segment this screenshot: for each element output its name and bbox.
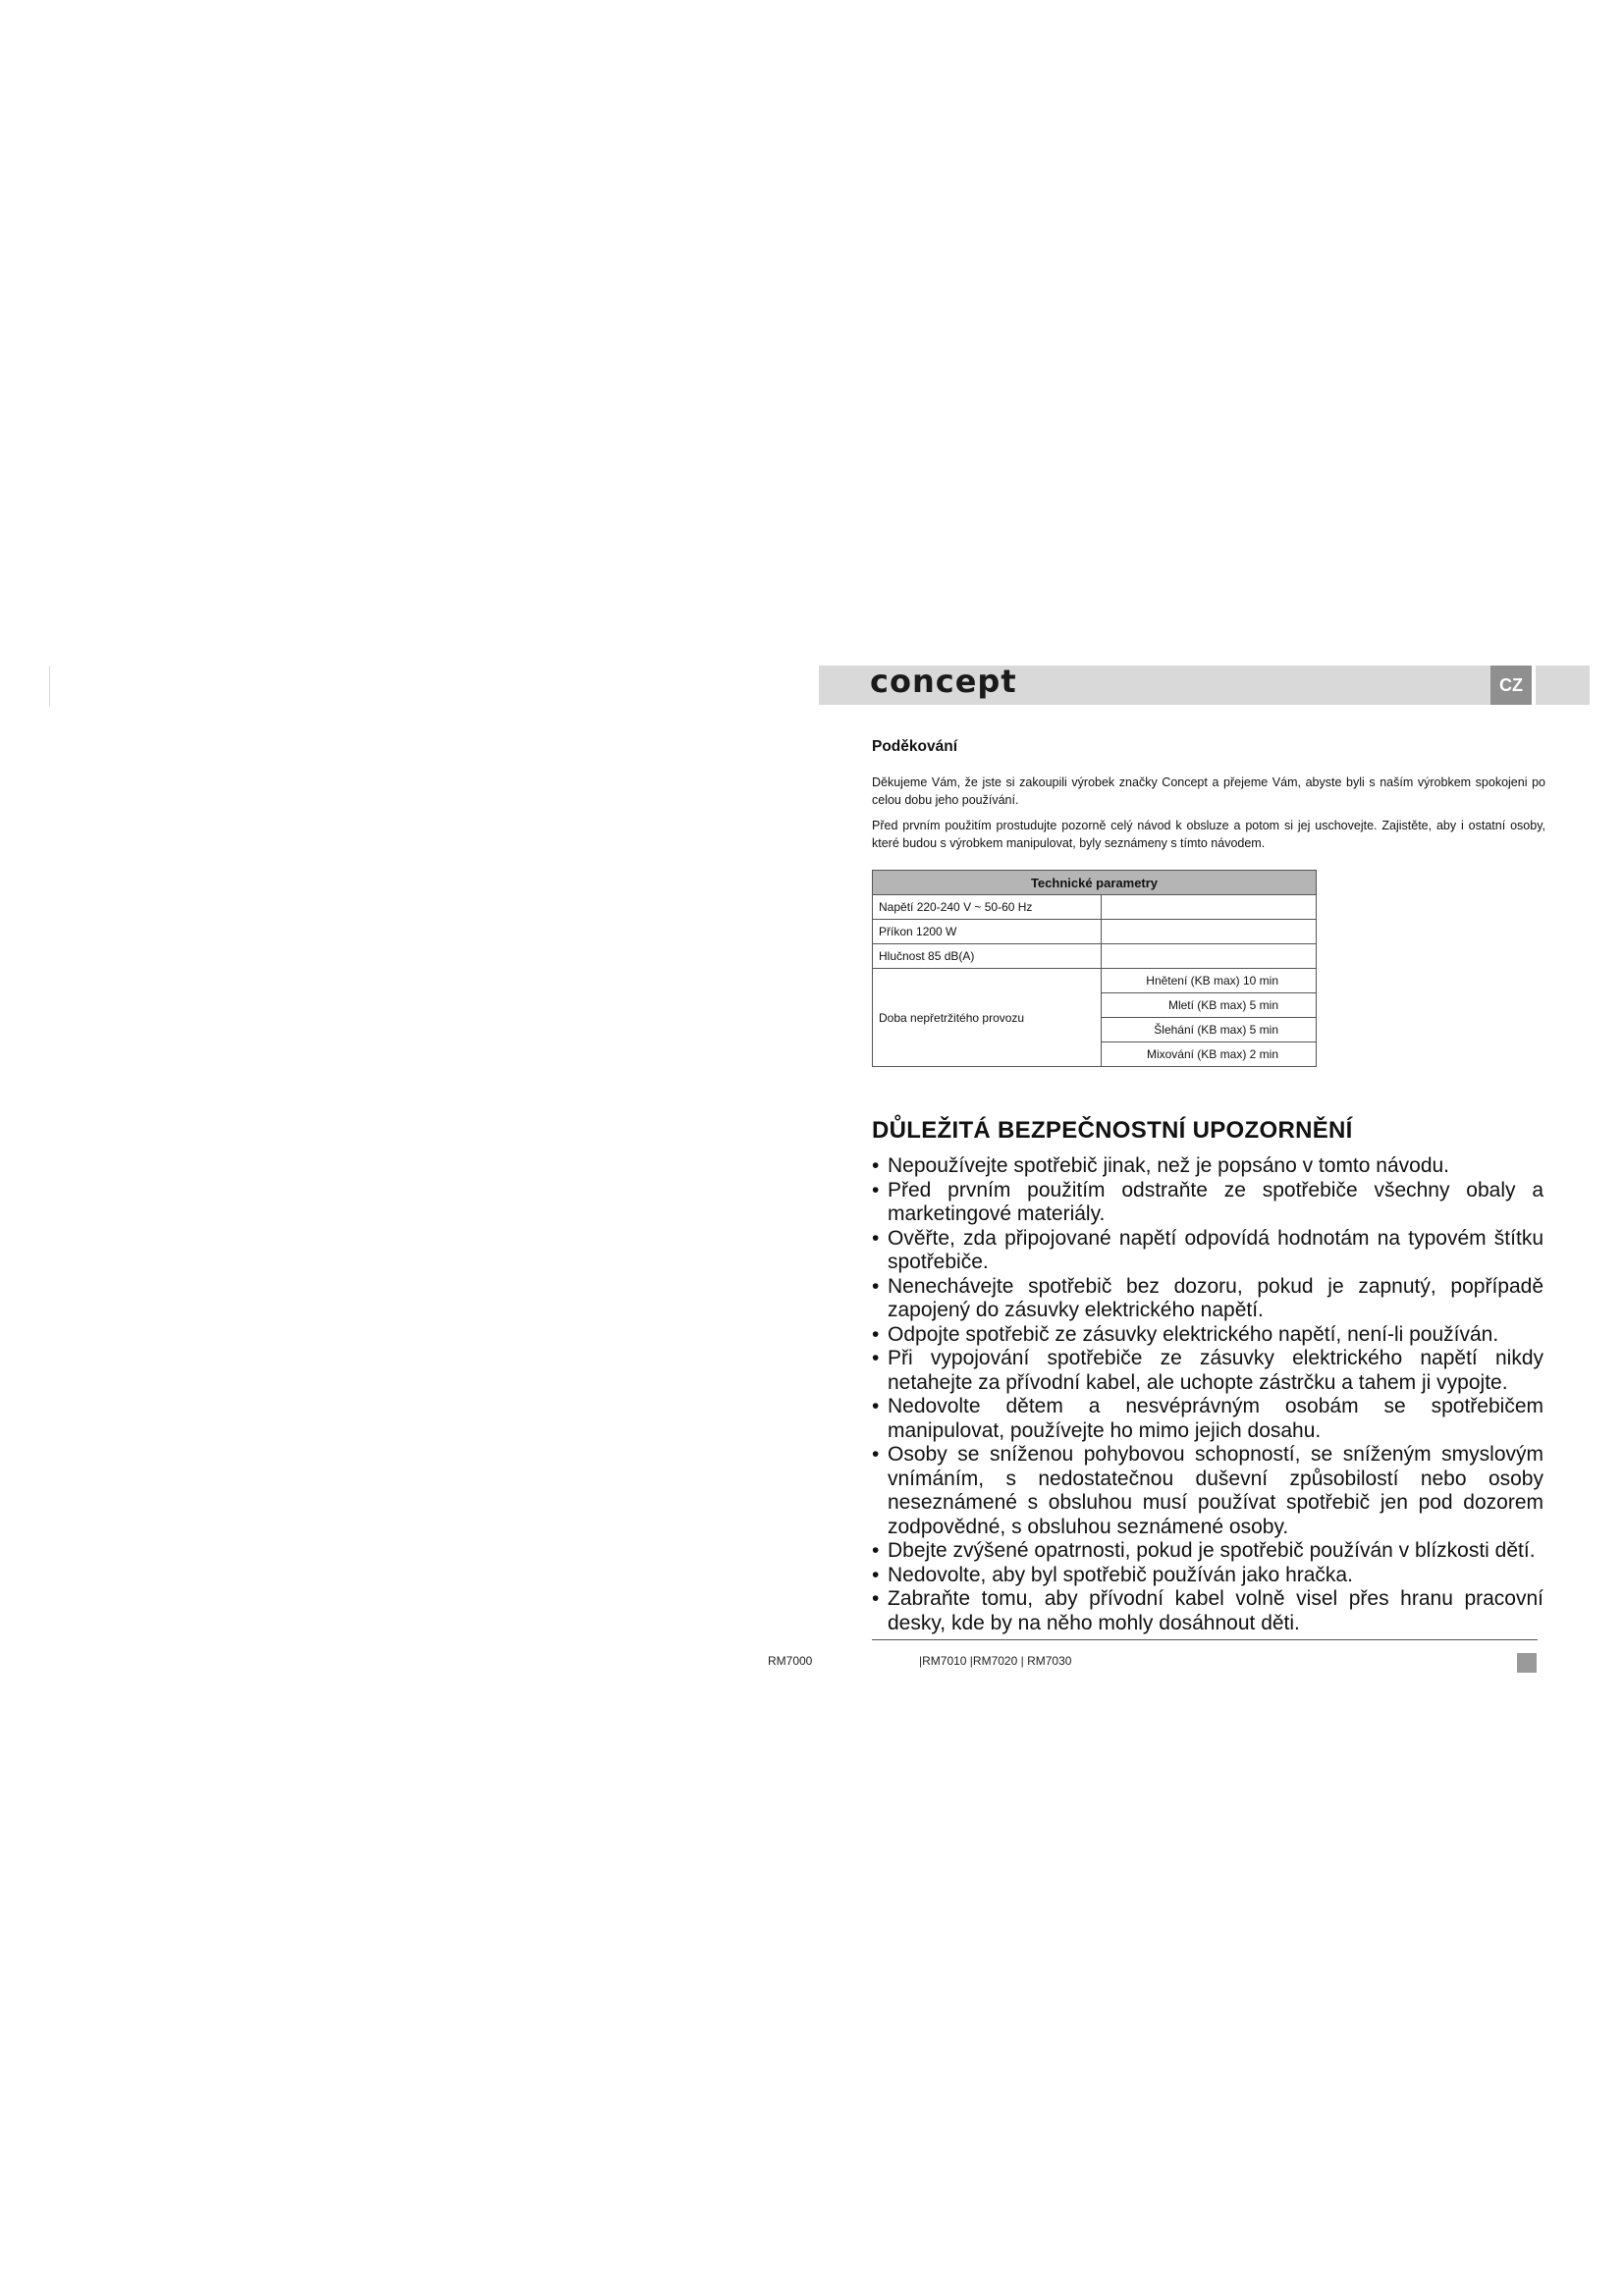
footer-divider: [872, 1639, 1538, 1640]
list-item-text: Před prvním použitím odstraňte ze spotřebiče všechny obaly a marketingové materiály.: [888, 1178, 1543, 1225]
list-item-text: Osoby se sníženou pohybovou schopností, se sníženým smyslovým vnímáním, s nedostatečnou duševní způsobilostí nebo osoby neseznámené s obsluhou musí používat spotřebič jen pod dozorem zodpovědné, s obsluhou seznámené osoby.: [888, 1443, 1543, 1538]
list-item: [872, 1275, 1543, 1323]
thanks-title: Poděkování: [872, 738, 957, 755]
bullet-icon: •: [872, 1154, 880, 1177]
bullet-icon: •: [872, 1443, 880, 1466]
list-item-text: Zabraňte tomu, aby přívodní kabel volně visel přes hranu pracovní desky, kde by na něho mohly dosáhnout děti.: [888, 1587, 1543, 1634]
footer-model-list: |RM7010 |RM7020 | RM7030: [919, 1654, 1072, 1668]
spec-noise: Hlučnost 85 dB(A): [873, 944, 1102, 969]
table-header-row: [873, 871, 1317, 895]
list-item: [872, 1323, 1543, 1348]
spec-duration-kneading: Hnětení (KB max) 10 min: [1102, 969, 1317, 993]
safety-list: [872, 1154, 1543, 1635]
list-item: [872, 1154, 1543, 1179]
bullet-icon: •: [872, 1274, 880, 1298]
list-item-text: Nedovolte, aby byl spotřebič používán jako hračka.: [888, 1563, 1353, 1586]
empty-cell: [1102, 895, 1317, 920]
spec-power: Příkon 1200 W: [873, 920, 1102, 944]
list-item-text: Nedovolte dětem a nesvéprávným osobám se spotřebičem manipulovat, používejte ho mimo jejich dosahu.: [888, 1395, 1543, 1442]
page-edge-mark: [49, 666, 50, 707]
spec-duration-grinding: Mletí (KB max) 5 min: [1102, 993, 1317, 1018]
table-row: [873, 969, 1317, 993]
list-item: [872, 1179, 1543, 1227]
bullet-icon: •: [872, 1178, 880, 1201]
header-band-tail: [1536, 666, 1590, 705]
list-item-text: Odpojte spotřebič ze zásuvky elektrického napětí, není-li používán.: [888, 1322, 1499, 1346]
list-item-text: Nenechávejte spotřebič bez dozoru, pokud je zapnutý, popřípadě zapojený do zásuvky elektrického napětí.: [888, 1274, 1543, 1321]
spec-duration-mixing: Mixování (KB max) 2 min: [1102, 1042, 1317, 1067]
safety-title: DŮLEŽITÁ BEZPEČNOSTNÍ UPOZORNĚNÍ: [872, 1117, 1353, 1144]
list-item-text: Při vypojování spotřebiče ze zásuvky elektrického napětí nikdy netahejte za přívodní kabel, ale uchopte zástrčku a tahem ji vypojte.: [888, 1347, 1543, 1394]
list-item-text: Nepoužívejte spotřebič jinak, než je popsáno v tomto návodu.: [888, 1154, 1450, 1177]
list-item: [872, 1395, 1543, 1443]
bullet-icon: •: [872, 1322, 880, 1346]
spec-duration-label: Doba nepřetržitého provozu: [873, 969, 1102, 1067]
bullet-icon: •: [872, 1395, 880, 1417]
list-item: [872, 1443, 1543, 1539]
table-title: Technické parametry: [873, 871, 1317, 895]
empty-cell: [1102, 944, 1317, 969]
thanks-paragraph-2: Před prvním použitím prostudujte pozorně celý návod k obsluze a potom si jej uschovejte. Zajistěte, aby i ostatní osoby, které budou s výrobkem manipulovat, byly seznámeny s tímto návodem.: [872, 819, 1545, 850]
empty-cell: [1102, 920, 1317, 944]
concept-logo: concept: [870, 663, 1017, 700]
thanks-section: [872, 738, 1545, 860]
bullet-icon: •: [872, 1563, 880, 1586]
list-item: [872, 1539, 1543, 1564]
table-row: [873, 920, 1317, 944]
list-item: [872, 1347, 1543, 1395]
page-number-box: [1517, 1653, 1537, 1673]
spec-voltage: Napětí 220-240 V ~ 50-60 Hz: [873, 895, 1102, 920]
bullet-icon: •: [872, 1539, 880, 1562]
thanks-paragraph-1: Děkujeme Vám, že jste si zakoupili výrobek značky Concept a přejeme Vám, abyste byli s naším výrobkem spokojeni po celou dobu jeho používání.: [872, 775, 1545, 807]
table-row: [873, 895, 1317, 920]
bullet-icon: •: [872, 1226, 880, 1250]
list-item: [872, 1227, 1543, 1275]
footer-model-left: RM7000: [768, 1654, 813, 1668]
language-badge: CZ: [1490, 666, 1532, 705]
table-row: [873, 944, 1317, 969]
bullet-icon: •: [872, 1347, 880, 1369]
list-item-text: Ověřte, zda připojované napětí odpovídá hodnotám na typovém štítku spotřebiče.: [888, 1226, 1543, 1273]
list-item: [872, 1564, 1543, 1588]
spec-duration-whipping: Šlehání (KB max) 5 min: [1102, 1018, 1317, 1042]
technical-parameters-table: [872, 870, 1317, 1067]
list-item: [872, 1587, 1543, 1635]
list-item-text: Dbejte zvýšené opatrnosti, pokud je spotřebič používán v blízkosti dětí.: [888, 1539, 1536, 1562]
bullet-icon: •: [872, 1587, 880, 1610]
